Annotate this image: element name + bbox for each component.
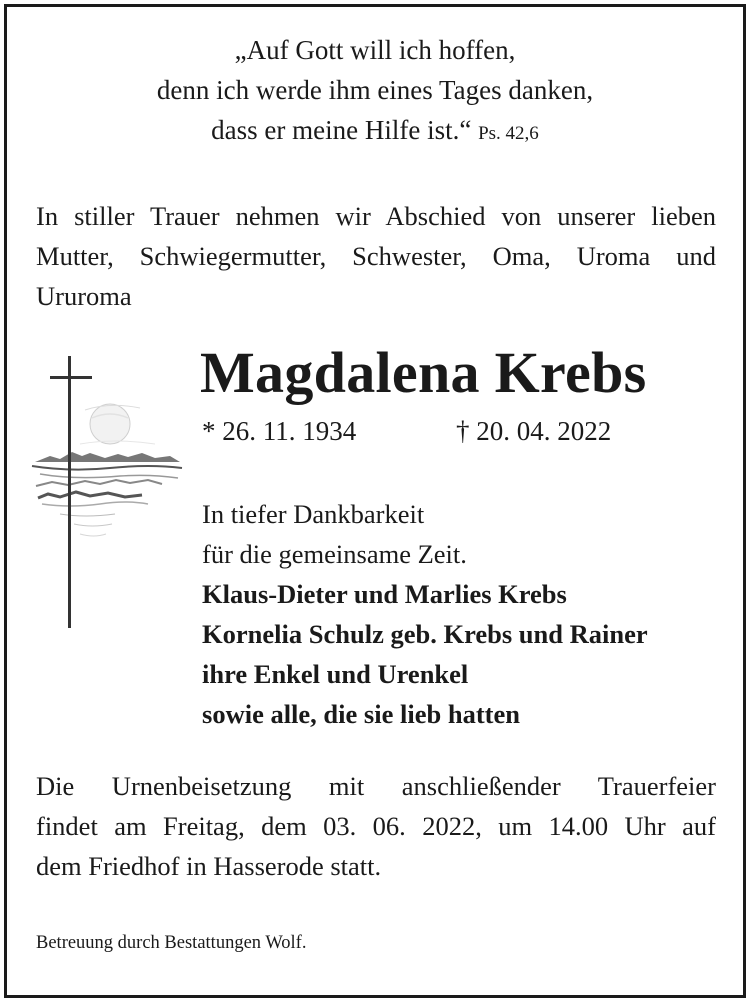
signers-block (202, 494, 648, 734)
life-dates (202, 412, 722, 450)
birth-date: * 26. 11. 1934 (202, 416, 357, 446)
quote-line-1: „Auf Gott will ich hoffen, (234, 35, 516, 65)
bible-quote (0, 30, 750, 154)
service-line-2: findet am Freitag, dem 03. 06. 2022, um 14.00 Uhr auf (36, 811, 716, 841)
service-line-1: Die Urnenbeisetzung mit anschließender Trauerfeier (36, 771, 716, 801)
cross-landscape-image (30, 352, 190, 637)
signer-name-1: Klaus-Dieter und Marlies Krebs (202, 579, 567, 609)
quote-line-2: denn ich werde ihm eines Tages danken, (156, 75, 594, 105)
signer-name-3: ihre Enkel und Urenkel (202, 659, 469, 689)
service-line-3: dem Friedhof in Hasserode statt. (36, 851, 382, 881)
signer-name-2: Kornelia Schulz geb. Krebs und Rainer (202, 619, 648, 649)
death-date: † 20. 04. 2022 (456, 416, 612, 446)
funeral-home-credit: Betreuung durch Bestattungen Wolf. (36, 933, 307, 953)
quote-reference: Ps. 42,6 (478, 123, 539, 144)
deceased-name: Magdalena Krebs (200, 340, 647, 405)
signer-name-4: sowie alle, die sie lieb hatten (202, 699, 520, 729)
quote-line-3-text: dass er meine Hilfe ist.“ (211, 115, 472, 145)
thanks-line-1: In tiefer Dankbarkeit (202, 499, 425, 529)
intro-text: In stiller Trauer nehmen wir Abschied von unserer lieben Mutter, Schwiegermutter, Schwester, Oma, Uroma und Ururoma (36, 201, 716, 311)
service-info (36, 766, 716, 886)
thanks-line-2: für die gemeinsame Zeit. (202, 539, 467, 569)
quote-line-3 (0, 110, 750, 154)
